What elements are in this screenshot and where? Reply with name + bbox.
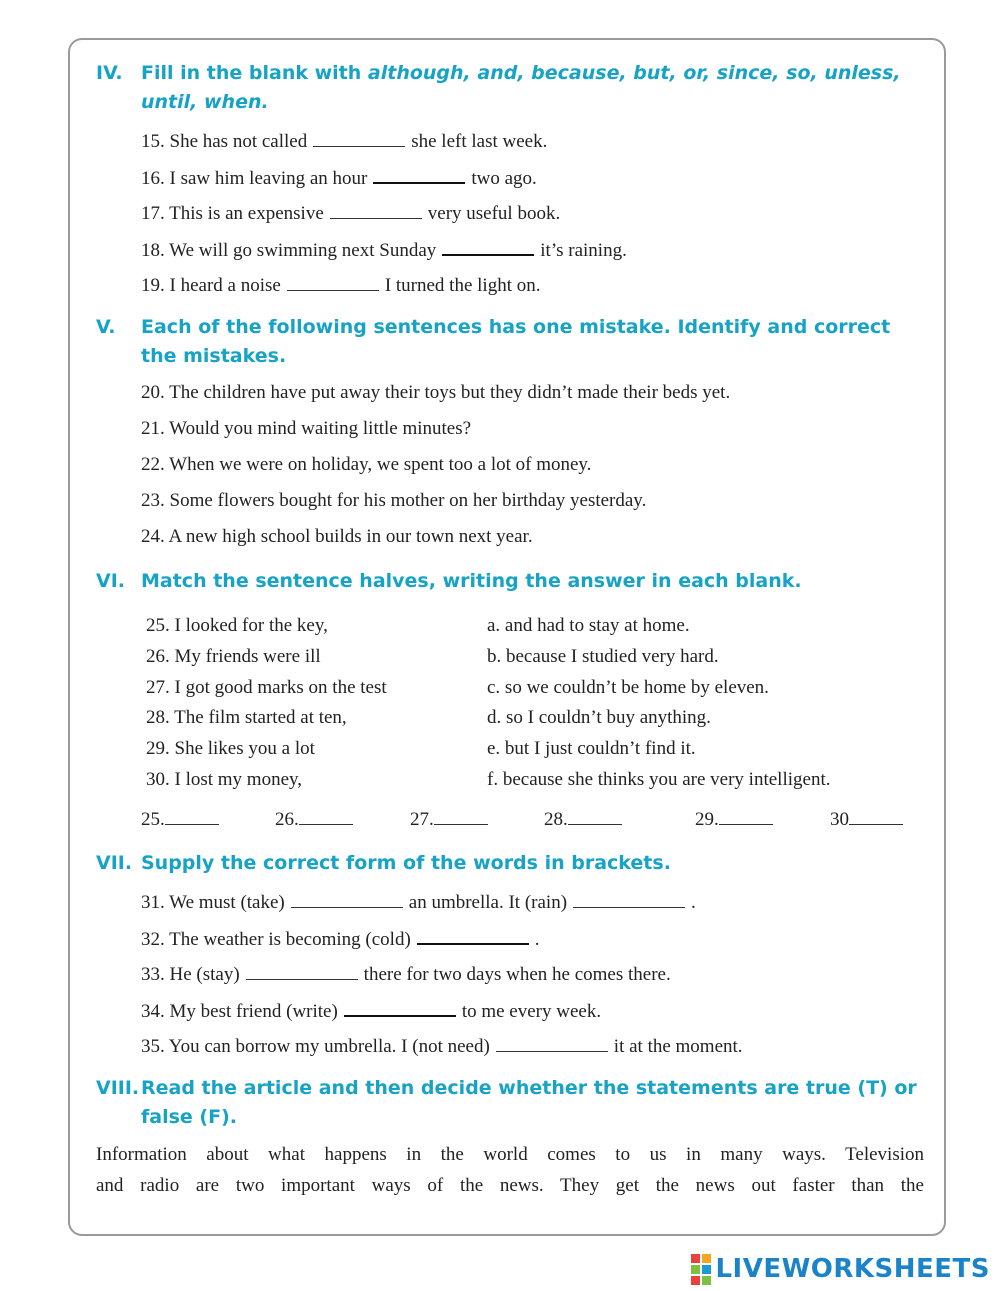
match-left-25: 25. I looked for the key, bbox=[146, 615, 328, 636]
match-right-a: a. and had to stay at home. bbox=[487, 615, 690, 636]
match-answer-25: 25. bbox=[141, 808, 219, 831]
section-v-instruction: Each of the following sentences has one mistake. Identify and correct the mistakes. bbox=[141, 316, 891, 367]
question-34: 34. My best friend (write) to me every week. bbox=[141, 997, 601, 1023]
answer-blank-17[interactable] bbox=[330, 200, 422, 219]
section-vii-number: VII. bbox=[96, 852, 133, 874]
section-iv-heading bbox=[96, 59, 926, 117]
question-31: 31. We must (take) an umbrella. It (rain) . bbox=[141, 889, 696, 914]
section-v-number: V. bbox=[96, 316, 116, 338]
match-left-30: 30. I lost my money, bbox=[146, 769, 303, 790]
question-22: 22. When we were on holiday, we spent too a lot of money. bbox=[141, 454, 592, 475]
match-right-b: b. because I studied very hard. bbox=[487, 646, 719, 667]
answer-blank-33[interactable] bbox=[246, 961, 358, 980]
answer-blank-15[interactable] bbox=[313, 128, 405, 147]
question-24: 24. A new high school builds in our town next year. bbox=[141, 526, 533, 547]
answer-blank-19[interactable] bbox=[287, 272, 379, 291]
match-blank-30[interactable] bbox=[849, 808, 903, 825]
answer-blank-31a[interactable] bbox=[291, 889, 403, 908]
answer-blank-34[interactable] bbox=[344, 997, 456, 1017]
section-viii-heading bbox=[96, 1074, 926, 1132]
section-iv-word-list: although, and, because, but, or, since, so, unless, until, when. bbox=[141, 62, 901, 113]
match-blank-28[interactable] bbox=[568, 808, 622, 825]
question-18: 18. We will go swimming next Sunday it’s raining. bbox=[141, 236, 627, 262]
question-23: 23. Some flowers bought for his mother on her birthday yesterday. bbox=[141, 490, 647, 511]
answer-blank-16[interactable] bbox=[373, 164, 465, 184]
section-vii-heading bbox=[96, 849, 926, 878]
section-vi-number: VI. bbox=[96, 570, 125, 592]
section-iv-instruction: Fill in the blank with bbox=[141, 62, 368, 84]
section-vi-instruction: Match the sentence halves, writing the answer in each blank. bbox=[141, 570, 802, 592]
answer-blank-31b[interactable] bbox=[573, 889, 685, 908]
match-blank-29[interactable] bbox=[719, 808, 773, 825]
question-35: 35. You can borrow my umbrella. I (not need) it at the moment. bbox=[141, 1033, 743, 1058]
section-viii-instruction: Read the article and then decide whether the statements are true (T) or false (F). bbox=[141, 1077, 917, 1128]
match-blank-27[interactable] bbox=[434, 808, 488, 825]
logo-blocks-icon bbox=[691, 1254, 711, 1285]
match-answer-28: 28. bbox=[544, 808, 622, 831]
section-vi-heading bbox=[96, 567, 926, 596]
liveworksheets-logo[interactable] bbox=[691, 1254, 990, 1284]
match-answer-26: 26. bbox=[275, 808, 353, 831]
match-answer-27: 27. bbox=[410, 808, 488, 831]
match-right-d: d. so I couldn’t buy anything. bbox=[487, 707, 711, 728]
section-iv-number: IV. bbox=[96, 62, 123, 84]
section-v-heading bbox=[96, 313, 926, 371]
match-right-e: e. but I just couldn’t find it. bbox=[487, 738, 696, 759]
answer-blank-35[interactable] bbox=[496, 1033, 608, 1052]
match-right-f: f. because she thinks you are very intelligent. bbox=[487, 769, 831, 790]
logo-text: LIVEWORKSHEETS bbox=[715, 1254, 990, 1284]
answer-blank-32[interactable] bbox=[417, 925, 529, 945]
match-blank-25[interactable] bbox=[165, 808, 219, 825]
section-viii-number: VIII. bbox=[96, 1077, 140, 1099]
question-21: 21. Would you mind waiting little minutes? bbox=[141, 418, 472, 439]
question-32: 32. The weather is becoming (cold) . bbox=[141, 925, 540, 951]
match-left-27: 27. I got good marks on the test bbox=[146, 677, 387, 698]
match-right-c: c. so we couldn’t be home by eleven. bbox=[487, 677, 769, 698]
match-left-28: 28. The film started at ten, bbox=[146, 707, 347, 728]
match-answer-29: 29. bbox=[695, 808, 773, 831]
match-answer-30: 30 bbox=[830, 808, 903, 831]
question-16: 16. I saw him leaving an hour two ago. bbox=[141, 164, 537, 190]
match-left-29: 29. She likes you a lot bbox=[146, 738, 315, 759]
section-vii-instruction: Supply the correct form of the words in brackets. bbox=[141, 852, 671, 874]
question-15: 15. She has not called she left last week. bbox=[141, 128, 547, 153]
match-left-26: 26. My friends were ill bbox=[146, 646, 321, 667]
match-blank-26[interactable] bbox=[299, 808, 353, 825]
question-33: 33. He (stay) there for two days when he comes there. bbox=[141, 961, 671, 986]
question-20: 20. The children have put away their toys but they didn’t made their beds yet. bbox=[141, 382, 731, 403]
question-19: 19. I heard a noise I turned the light on. bbox=[141, 272, 540, 297]
article-line-2: and radio are two important ways of the news. They get the news out faster than the bbox=[96, 1175, 924, 1196]
answer-blank-18[interactable] bbox=[442, 236, 534, 256]
article-line-1: Information about what happens in the world comes to us in many ways. Television bbox=[96, 1144, 924, 1165]
question-17: 17. This is an expensive very useful book. bbox=[141, 200, 560, 225]
